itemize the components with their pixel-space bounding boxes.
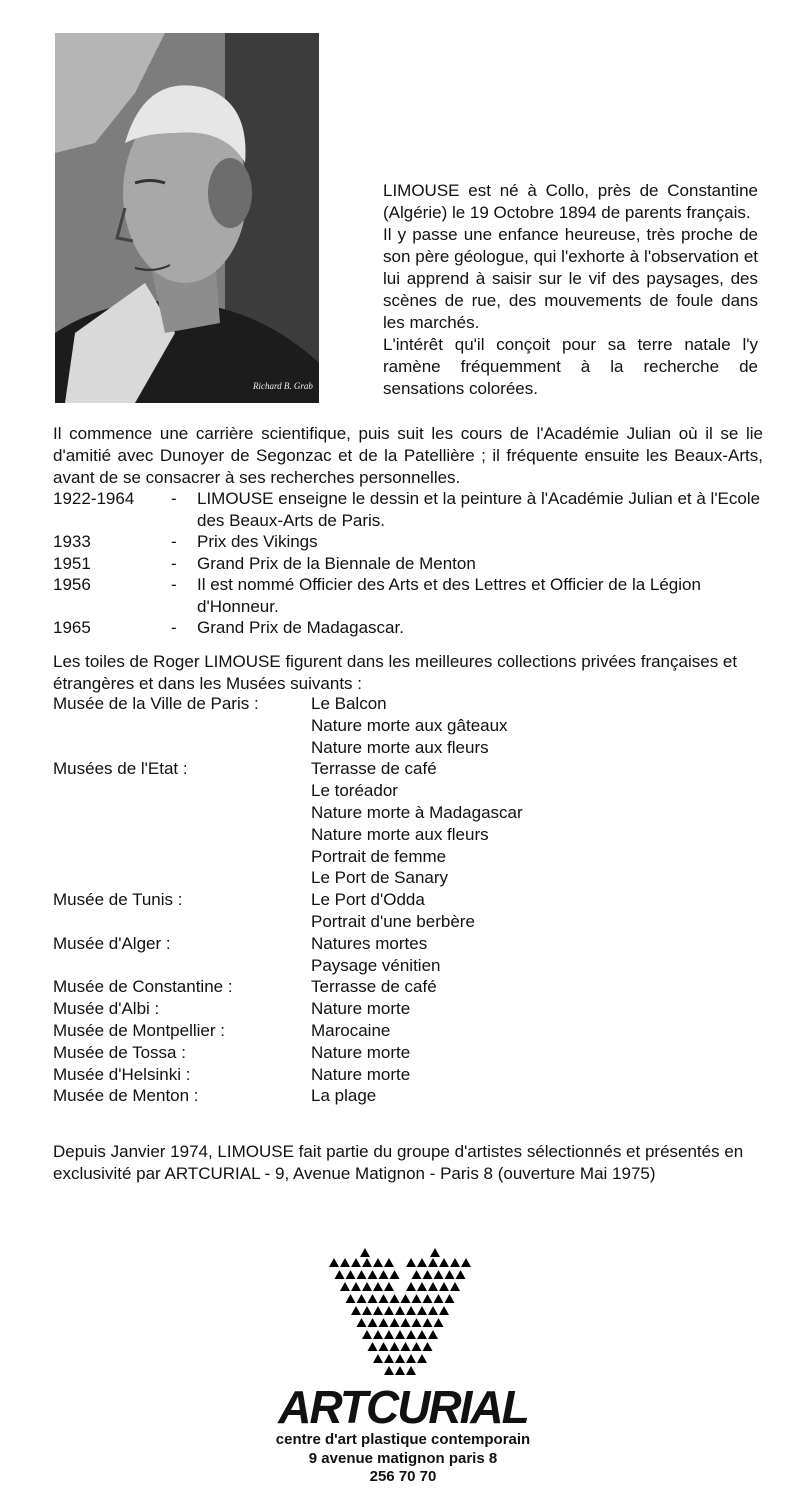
work-title: Nature morte aux fleurs (311, 737, 489, 757)
logo-triangle (373, 1282, 383, 1291)
logo-triangle (406, 1282, 416, 1291)
logo-triangle (362, 1282, 372, 1291)
logo-triangle (390, 1342, 400, 1351)
timeline-year: 1956 (53, 575, 91, 594)
logo-triangle (395, 1306, 405, 1315)
museum-works (311, 1020, 763, 1042)
work-title: Le Port de Sanary (311, 868, 449, 888)
timeline-year: 1933 (53, 532, 91, 551)
museum-row (53, 998, 763, 1020)
logo-triangle (406, 1306, 416, 1315)
work-title: Nature morte à Madagascar (311, 802, 523, 822)
logo-triangle (434, 1270, 444, 1279)
logo-triangle (401, 1342, 411, 1351)
museum-works (311, 1085, 763, 1107)
logo-triangle (412, 1270, 422, 1279)
museum-row (53, 1042, 763, 1064)
logo-triangle (439, 1258, 449, 1267)
logo-triangle (406, 1366, 416, 1375)
logo-triangle (362, 1258, 372, 1267)
logo-triangle (373, 1330, 383, 1339)
museum-works (311, 889, 763, 933)
logo-triangle (362, 1306, 372, 1315)
work-title: La plage (311, 1086, 377, 1106)
logo-triangle (412, 1342, 422, 1351)
timeline-row (53, 617, 763, 639)
timeline-text: Grand Prix de la Biennale de Menton (197, 553, 476, 573)
logo-triangle (395, 1330, 405, 1339)
museum-row (53, 693, 763, 758)
logo-triangle (351, 1282, 361, 1291)
logo-triangle (417, 1306, 427, 1315)
bio-paragraph: L'intérêt qu'il conçoit pour sa terre natale l'y ramène fréquemment à la recherche de sensations colorées. (383, 335, 758, 398)
logo-triangle (417, 1354, 427, 1363)
museum-row (53, 758, 763, 889)
logo-triangle (450, 1282, 460, 1291)
logo-address: 9 avenue matignon paris 8 (308, 1450, 498, 1467)
museum-works (311, 758, 763, 889)
work-title: Portrait d'une berbère (311, 911, 475, 931)
logo-triangle (456, 1270, 466, 1279)
logo-triangle (368, 1318, 378, 1327)
logo-triangle (373, 1354, 383, 1363)
logo-triangle (368, 1270, 378, 1279)
logo-triangle (360, 1248, 370, 1257)
work-title: Terrasse de café (311, 977, 437, 997)
logo-triangle (428, 1306, 438, 1315)
work-title: Terrasse de café (311, 759, 437, 779)
museum-row (53, 933, 763, 977)
work-title: Portrait de femme (311, 846, 447, 866)
timeline-year: 1922-1964 (53, 489, 135, 508)
timeline-text: LIMOUSE enseigne le dessin et la peinture à l'Académie Julian et à l'Ecole des Beaux-Arts de Paris. (197, 489, 761, 530)
timeline-year: 1965 (53, 618, 91, 637)
logo-triangle (373, 1258, 383, 1267)
work-title: Nature morte (311, 1042, 411, 1062)
logo-triangle (384, 1282, 394, 1291)
timeline-text: Grand Prix de Madagascar. (197, 618, 404, 637)
timeline-dash: - (171, 489, 177, 508)
photo-signature: Richard B. Grab (253, 381, 313, 391)
museum-name: Musée d'Albi : (53, 999, 160, 1019)
museum-name: Musée de Menton : (53, 1086, 199, 1106)
logo-triangle (406, 1258, 416, 1267)
logo-triangle (357, 1294, 367, 1303)
artcurial-triangles-icon (325, 1248, 475, 1383)
logo-triangle (384, 1306, 394, 1315)
logo-triangle (384, 1354, 394, 1363)
logo-phone: 256 70 70 (369, 1468, 437, 1485)
logo-triangle (428, 1258, 438, 1267)
logo-triangle (384, 1366, 394, 1375)
logo-triangle (390, 1318, 400, 1327)
logo-triangle (450, 1258, 460, 1267)
museum-works (311, 1064, 763, 1086)
logo-triangle (423, 1270, 433, 1279)
logo-triangle (357, 1270, 367, 1279)
work-title: Le toréador (311, 781, 398, 801)
timeline-text: Prix des Vikings (197, 532, 318, 551)
logo-triangle (390, 1270, 400, 1279)
logo-triangle (346, 1294, 356, 1303)
work-title: Marocaine (311, 1020, 391, 1040)
timeline-row (53, 574, 763, 617)
logo-tagline: centre d'art plastique contemporain (275, 1431, 531, 1448)
logo-triangle (428, 1330, 438, 1339)
artcurial-wordmark: ARTCURIAL (278, 1381, 528, 1433)
work-title: Nature morte (311, 1064, 411, 1084)
logo-triangle (351, 1258, 361, 1267)
logo-triangle (379, 1318, 389, 1327)
logo-triangle (434, 1294, 444, 1303)
museum-works (311, 1042, 763, 1064)
museum-row (53, 889, 763, 933)
logo-triangle (384, 1330, 394, 1339)
portrait-photo (55, 33, 319, 403)
work-title: Natures mortes (311, 933, 428, 953)
logo-triangle (379, 1294, 389, 1303)
logo-triangle (340, 1258, 350, 1267)
logo-triangle (417, 1258, 427, 1267)
bio-paragraph: LIMOUSE est né à Collo, près de Constantine (Algérie) le 19 Octobre 1894 de parents français. (383, 181, 758, 222)
museum-name: Musées de l'Etat : (53, 759, 188, 779)
logo-triangle (439, 1306, 449, 1315)
logo-triangle (401, 1318, 411, 1327)
museum-works (311, 998, 763, 1020)
biography-career: Il commence une carrière scientifique, puis suit les cours de l'Académie Julian où il se lie d'amitié avec Dunoyer de Segonzac et de la Patellière ; il fréquente ensuite les Beaux-Arts, avant de se consacrer à ses recherches personnelles. (53, 424, 763, 487)
logo-triangle (373, 1306, 383, 1315)
collections-intro: Les toiles de Roger LIMOUSE figurent dans les meilleures collections privées françaises et étrangères et dans les Musées suivants : (53, 652, 738, 693)
logo-triangle (335, 1270, 345, 1279)
logo-triangle (412, 1294, 422, 1303)
timeline-dash: - (171, 553, 177, 573)
logo-triangle (417, 1282, 427, 1291)
museum-works (311, 693, 763, 758)
timeline-row (53, 531, 763, 553)
museum-row (53, 1085, 763, 1107)
work-title: Nature morte aux gâteaux (311, 715, 508, 735)
timeline-row (53, 553, 763, 575)
timeline-dash: - (171, 575, 177, 594)
logo-triangle (368, 1342, 378, 1351)
logo-triangle (406, 1354, 416, 1363)
portrait-illustration (55, 33, 319, 403)
logo-triangle (423, 1342, 433, 1351)
logo-triangle (379, 1270, 389, 1279)
museum-row (53, 1064, 763, 1086)
logo-triangle (434, 1318, 444, 1327)
logo-triangle (423, 1294, 433, 1303)
logo-triangle (340, 1282, 350, 1291)
bio-paragraph: Il y passe une enfance heureuse, très proche de son père géologue, qui l'exhorte à l'observation et lui apprend à saisir sur le vif des paysages, des scènes de rue, des mouvements de foule dans les marchés. (383, 225, 758, 332)
logo-triangle (384, 1258, 394, 1267)
logo-triangle (390, 1294, 400, 1303)
logo-triangle (329, 1258, 339, 1267)
museum-name: Musée de Constantine : (53, 977, 233, 997)
museum-row (53, 976, 763, 998)
timeline-text: Il est nommé Officier des Arts et des Lettres et Officier de la Légion d'Honneur. (197, 575, 701, 616)
museum-works (311, 976, 763, 998)
museum-name: Musée de la Ville de Paris : (53, 694, 259, 713)
timeline (53, 488, 763, 639)
logo-triangle (362, 1330, 372, 1339)
timeline-year: 1951 (53, 553, 91, 573)
logo-triangle (395, 1366, 405, 1375)
logo-triangle (439, 1282, 449, 1291)
logo-triangle (445, 1270, 455, 1279)
timeline-dash: - (171, 532, 177, 551)
work-title: Nature morte aux fleurs (311, 824, 489, 844)
museum-name: Musée de Montpellier : (53, 1020, 225, 1040)
museum-row (53, 1020, 763, 1042)
logo-triangle (406, 1330, 416, 1339)
logo-triangle (357, 1318, 367, 1327)
closing-paragraph: Depuis Janvier 1974, LIMOUSE fait partie du groupe d'artistes sélectionnés et présentés en exclusivité par ARTCURIAL - 9, Avenue Matignon - Paris 8 (ouverture Mai 1975) (53, 1142, 744, 1183)
museum-name: Musée de Tunis : (53, 890, 183, 910)
logo-triangle (379, 1342, 389, 1351)
logo-triangle (417, 1330, 427, 1339)
work-title: Le Port d'Odda (311, 890, 425, 910)
logo-triangle (423, 1318, 433, 1327)
logo-triangle (368, 1294, 378, 1303)
logo-triangle (430, 1248, 440, 1257)
logo-triangle (401, 1294, 411, 1303)
logo-triangle (445, 1294, 455, 1303)
work-title: Paysage vénitien (311, 955, 441, 975)
logo-triangle (351, 1306, 361, 1315)
logo-triangle (428, 1282, 438, 1291)
logo-triangle (461, 1258, 471, 1267)
timeline-dash: - (171, 618, 177, 637)
museum-name: Musée d'Alger : (53, 933, 171, 953)
timeline-row (53, 488, 763, 531)
museum-list (53, 693, 763, 1107)
work-title: Nature morte (311, 999, 411, 1019)
museum-works (311, 933, 763, 977)
biography-intro (383, 180, 758, 400)
museum-name: Musée d'Helsinki : (53, 1064, 191, 1084)
logo-triangle (412, 1318, 422, 1327)
museum-name: Musée de Tossa : (53, 1042, 186, 1062)
logo-triangle (346, 1270, 356, 1279)
logo-triangle (395, 1354, 405, 1363)
work-title: Le Balcon (311, 694, 387, 713)
